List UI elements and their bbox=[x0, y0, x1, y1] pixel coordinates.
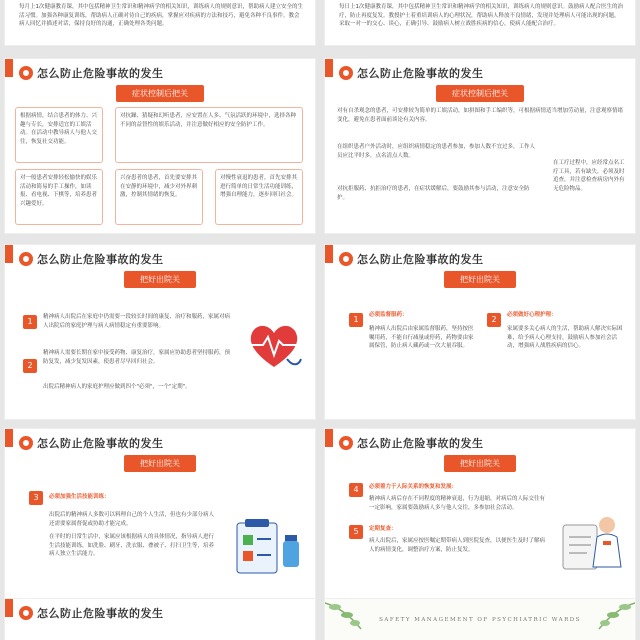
slide-text: 每日上1次健康教育课，其中包括精神卫生常识和精神病学的相关知识，训练病人的规则意识。鼓励病人配合医生的治疗，防止再度复发。教授护士着重培训病人的心理状况，帮助病人释放不良情绪，发现并处理病人可能出现的问题，采取一对一的交心、谈心，正确引导、鼓励病人树立战胜疾病的信心，使病人能配合治疗。 bbox=[339, 4, 624, 27]
pill-bottle-icon bbox=[283, 541, 299, 567]
number-badge: 2 bbox=[487, 313, 501, 327]
number-badge: 5 bbox=[349, 525, 363, 539]
corner-bar bbox=[5, 599, 13, 617]
brand-icon bbox=[19, 252, 33, 266]
text-item: 在组织患者户外活动时，应组织病情稳定的患者参加，参加人数不宜过多，工作人员应比平时多，点名清点人数。 bbox=[337, 144, 536, 159]
text-item: 出院后精神病人的家庭护理应做到四个"必须"，一个"定期"。 bbox=[43, 384, 191, 390]
text-item: 出院后的精神病人多数可以料理自己的个人生活，但也有少部分病人还需要家属督促或协助才能完成。 bbox=[49, 512, 215, 527]
slide-1 bbox=[4, 58, 316, 234]
slide-4 bbox=[324, 244, 636, 420]
slide-header bbox=[339, 65, 484, 81]
slide-6 bbox=[324, 428, 636, 604]
text-item: 精神病人出院后在家庭中仍需要一段较长时间的康复、治疗和服药，家属对病人出院后的家庭护理与病人病情稳定有重要影响。 bbox=[43, 314, 231, 329]
number-badge: 3 bbox=[29, 491, 43, 505]
slide-title: 怎么防止危险事故的发生 bbox=[37, 607, 164, 620]
subheading: 必须监督服药： bbox=[369, 312, 408, 318]
number-badge: 1 bbox=[349, 313, 363, 327]
text-item: 对抗拒服药、抗拒治疗的患者，在症状缓解后，要鼓励其参与活动，注意安全防护。 bbox=[337, 186, 530, 201]
corner-bar bbox=[325, 59, 333, 77]
text-item: 对有自杀观念的患者，可安排较为简单的工娱活动，如拼图和手工编织等，可根据病情适当增加劳动量，注意观察情绪变化，避免在患者面前谈论有关内容。 bbox=[337, 108, 624, 123]
side-text: 在工疗过程中，应经常点名工疗工具，若有缺失，必须及时追查，并注意检查病房内外有无危险物品。 bbox=[553, 160, 625, 192]
brand-icon bbox=[339, 66, 353, 80]
slide-header bbox=[19, 435, 164, 451]
text-box: 根据病情，结合患者的体力、兴趣与专长，安排适宜的工娱活动。在活动中教导病人与他人交往，恢复社交功能。 bbox=[15, 107, 103, 163]
slide-title: 怎么防止危险事故的发生 bbox=[357, 437, 484, 450]
subheading: 必须加强生活技能训练： bbox=[49, 494, 110, 500]
number-badge: 2 bbox=[23, 359, 37, 373]
section-ribbon: 把好出院关 bbox=[444, 271, 516, 288]
text-box: 对抗躁、猜疑和幻听患者，应安置在人多、气氛活跃的环境中，选择各种不同的益智性的娱乐活动，并注意做好相应的安全防护工作。 bbox=[115, 107, 303, 163]
section-ribbon: 把好出院关 bbox=[444, 455, 516, 472]
slide-text: 每月上1次健康教育课，其中包括精神卫生常识和精神病学的相关知识，训练病人的规则意识，帮助病人建立安全的生活习惯。加强各种康复训练，帮助病人正确对待自己的疾病，掌握应对疾病的方法和技巧，避免各种不良事件。教会病人回忆并描述对话，保持良好的沟通，正确处理各类问题。 bbox=[19, 4, 304, 27]
subheading: 定期复查： bbox=[369, 526, 397, 532]
slide-title: 怎么防止危险事故的发生 bbox=[357, 67, 484, 80]
heart-monitor-illustration bbox=[243, 315, 305, 375]
brand-icon bbox=[19, 606, 33, 620]
doctor-illustration bbox=[557, 507, 627, 579]
text-item: 病人出院后，家属应按医嘱定期带病人到医院复查，以便医生及时了解病人的病情变化，调整治疗方案，防止复发。 bbox=[369, 538, 546, 553]
text-box: 兴奋患者的患者，首先要安排其在安静的环境中，减少对外界刺激，控制其情绪的恢复。 bbox=[115, 169, 203, 225]
slide-3 bbox=[4, 244, 316, 420]
section-ribbon: 症状控制后把关 bbox=[436, 85, 524, 102]
slide-header bbox=[19, 65, 164, 81]
slide-title: 怎么防止危险事故的发生 bbox=[37, 253, 164, 266]
subheading: 必须做好心理护理： bbox=[507, 312, 557, 318]
subheading: 必须着力于人际关系的恢复和发展： bbox=[369, 484, 458, 490]
slide-header bbox=[339, 435, 484, 451]
english-caption: SAFETY MANAGEMENT OF PSYCHIATRIC WARDS bbox=[379, 617, 581, 623]
slide-7 bbox=[4, 598, 316, 640]
section-ribbon: 把好出院关 bbox=[124, 271, 196, 288]
corner-bar bbox=[5, 429, 13, 447]
slide-header bbox=[19, 251, 164, 267]
section-ribbon: 把好出院关 bbox=[124, 455, 196, 472]
slide-top-right bbox=[324, 0, 636, 46]
slide-title: 怎么防止危险事故的发生 bbox=[37, 437, 164, 450]
heart-icon bbox=[251, 326, 297, 367]
text-item: 在平时的日常生活中，家属应该根据病人的具体情况，指导病人进行生活技能训练，如洗脸、刷牙、洗衣服、叠被子、打扫卫生等，培养病人独立生活能力。 bbox=[49, 534, 215, 557]
corner-bar bbox=[325, 429, 333, 447]
doctor-head-icon bbox=[599, 517, 615, 533]
brand-icon bbox=[339, 252, 353, 266]
corner-bar bbox=[5, 245, 13, 263]
check-icon bbox=[243, 535, 253, 545]
text-box: 对一般患者安排轻松愉快的娱乐活动和简易的手工操作，如读报、看电视、下棋等，培养患者兴趣爱好。 bbox=[15, 169, 103, 225]
slide-title: 怎么防止危险事故的发生 bbox=[357, 253, 484, 266]
slide-8 bbox=[324, 598, 636, 640]
slide-top-left bbox=[4, 0, 316, 46]
slide-header bbox=[339, 251, 484, 267]
corner-bar bbox=[5, 59, 13, 77]
text-item: 精神病人需要长期在家中接受药物、康复治疗，家属应协助患者坚持服药，预防复发，减少复发因素，使患者尽早回归社会。 bbox=[43, 350, 231, 365]
text-item: 家属要多关心病人的生活，帮助病人解决实际困难，给予病人心理支持，鼓励病人参加社会活动，增强病人战胜疾病的信心。 bbox=[507, 326, 623, 349]
slide-5 bbox=[4, 428, 316, 604]
section-ribbon: 症状控制后把关 bbox=[116, 85, 204, 102]
brand-icon bbox=[339, 436, 353, 450]
slide-2 bbox=[324, 58, 636, 234]
brand-icon bbox=[19, 436, 33, 450]
text-item: 精神病人出院后由家属监督服药，坚持按医嘱用药，不能自行减量或停药，药物要由家属保管，防止病人藏药或一次大量吞服。 bbox=[369, 326, 474, 349]
text-item: 精神病人病后存在不同程度的精神衰退，行为退缩，对病后的人际交往有一定影响，家属要鼓励病人多与他人交往，多参加社会活动。 bbox=[369, 496, 546, 511]
slide-title: 怎么防止危险事故的发生 bbox=[37, 67, 164, 80]
number-badge: 4 bbox=[349, 483, 363, 497]
text-box: 对慢性衰退的患者，首先安排其进行简单的日常生活功能训练，增强自理能力，逐步回归社会。 bbox=[215, 169, 303, 225]
number-badge: 1 bbox=[23, 315, 37, 329]
corner-bar bbox=[325, 245, 333, 263]
slide-header bbox=[19, 605, 164, 621]
medical-records-illustration bbox=[229, 517, 305, 577]
brand-icon bbox=[19, 66, 33, 80]
